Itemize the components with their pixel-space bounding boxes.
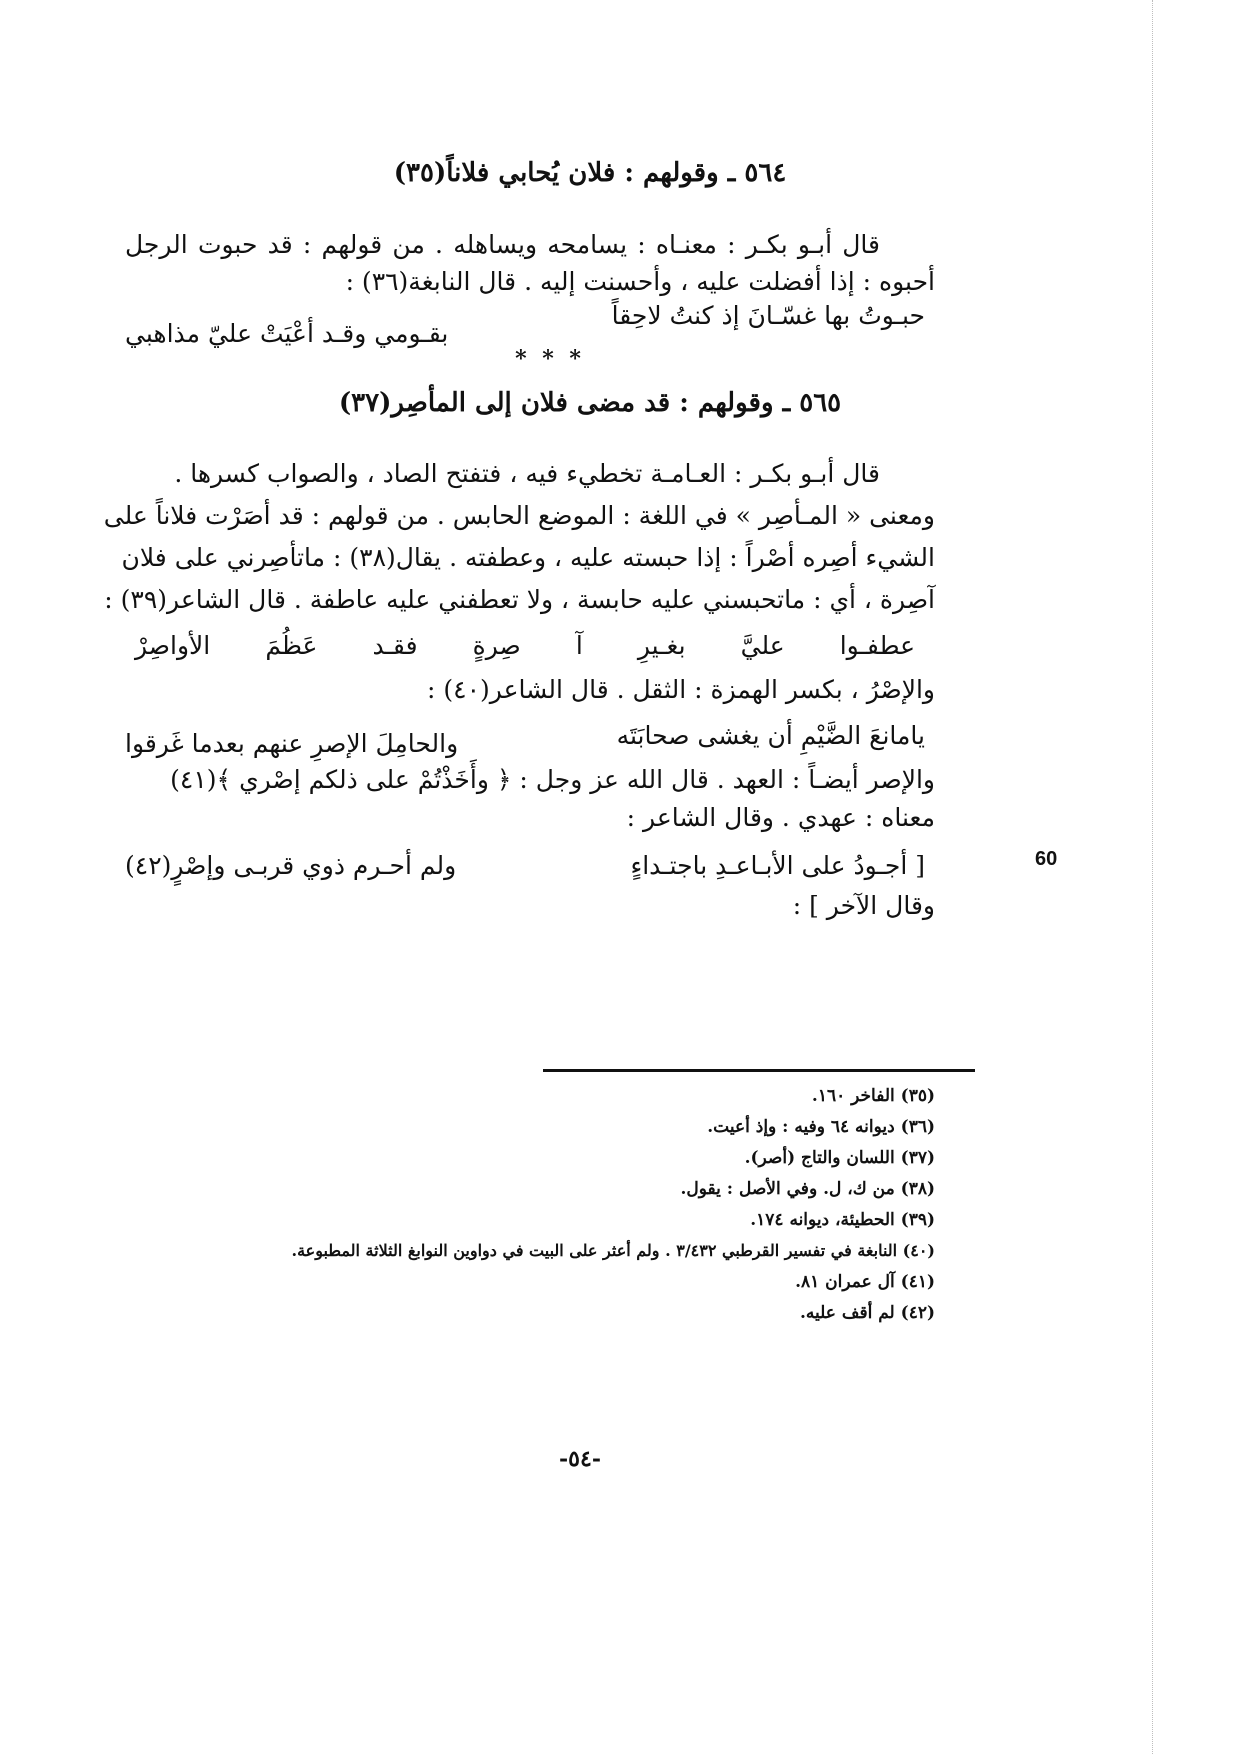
entry-565-line-7: معناه : عهدي . وقال الشاعر : [626,803,935,832]
entry-564-heading: ٥٦٤ ـ وقولهم : فلان يُحابي فلاناً(٣٥) [393,158,787,188]
footnote-42: (٤٢) لم أقف عليه. [800,1303,935,1323]
footnote-36: (٣٦) ديوانه ٦٤ وفيه : وإذ أعيت. [707,1117,935,1137]
entry-564-line-1: قال أبـو بكـر : معنـاه : يسامحه ويساهله . من قولهم : قد حبوت الرجل [125,230,880,259]
entry-565-line-1: قال أبـو بكـر : العـامـة تخطيء فيه ، فتفتح الصاد ، والصواب كسرها . [174,459,880,488]
scan-edge-line [1152,0,1154,1754]
entry-564-verse [125,301,935,348]
verse-3-first-hemistich: [ أجـودُ على الأبـاعـدِ باجتـداءٍ [630,851,925,880]
entry-565-line-5: والإصْرُ ، بكسر الهمزة : الثقل . قال الشاعر(٤٠) : [427,675,935,704]
entry-565-verse-3 [125,846,935,886]
entry-565-verse-2 [125,718,935,758]
verse-first-hemistich: حبـوتُ بها غسّـانَ إذ كنتُ لاحِقاً [611,301,925,330]
verse-2-first-hemistich: يامانعَ الضَّيْمِ أن يغشى صحابَتَه [616,721,925,750]
footnote-39: (٣٩) الحطيئة، ديوانه ١٧٤. [750,1210,935,1230]
footnote-divider [543,1069,975,1072]
entry-565-line-3: الشيء أصِره أصْراً : إذا حبسته عليه ، وعطفته . يقال(٣٨) : ماتأصِرني على فلان [121,543,935,572]
entry-565-line-8: وقال الآخر ] : [792,891,935,920]
entry-564-line-2: أحبوه : إذا أفضلت عليه ، وأحسنت إليه . قال النابغة(٣٦) : [345,267,935,296]
footnote-38: (٣٨) من ك، ل. وفي الأصل : يقول. [680,1179,935,1199]
footnote-35: (٣٥) الفاخر ١٦٠. [811,1086,935,1106]
entry-565-line-4: آصِرة ، أي : ماتحبسني عليه حابسة ، ولا تعطفني عليه عاطفة . قال الشاعر(٣٩) : [104,585,935,614]
entry-565-line-6: والإصر أيضـاً : العهد . قال الله عز وجل : ﴿ وأَخَذْتُمْ على ذلكم إصْري ﴾(٤١) [170,765,935,794]
entry-565-heading: ٥٦٥ ـ وقولهم : قد مضى فلان إلى المأصِر(٣٧) [338,388,842,418]
entry-565-line-2: ومعنى « المـأصِر » في اللغة : الموضع الحابس . من قولهم : قد أصَرْت فلاناً على [103,501,935,530]
verse-3-second-hemistich: ولم أحـرم ذوي قربـى وإصْرٍ(٤٢) [125,851,457,880]
verse-2-second-hemistich: والحامِلَ الإصرِ عنهم بعدما غَرقوا [125,729,459,758]
side-page-number: 60 [1035,848,1058,870]
page-number: -٥٤- [559,1446,601,1472]
section-separator: * * * [515,346,585,372]
footnote-37: (٣٧) اللسان والتاج (أصر). [744,1148,935,1168]
entry-565-verse-1: عطفـوا عليَّ بغـيرِ آ صِرةٍ فقـد عَظُمَ الأواصِرْ [135,631,915,660]
footnote-40: (٤٠) النابغة في تفسير القرطبي ٣/٤٣٢ . ولم أعثر على البيت في دواوين النوابغ الثلاثة المطبوعة. [291,1241,935,1260]
footnote-41: (٤١) آل عمران ٨١. [795,1272,935,1292]
verse-second-hemistich: بقـومي وقـد أعْيَتْ عليّ مذاهبي [125,319,449,348]
